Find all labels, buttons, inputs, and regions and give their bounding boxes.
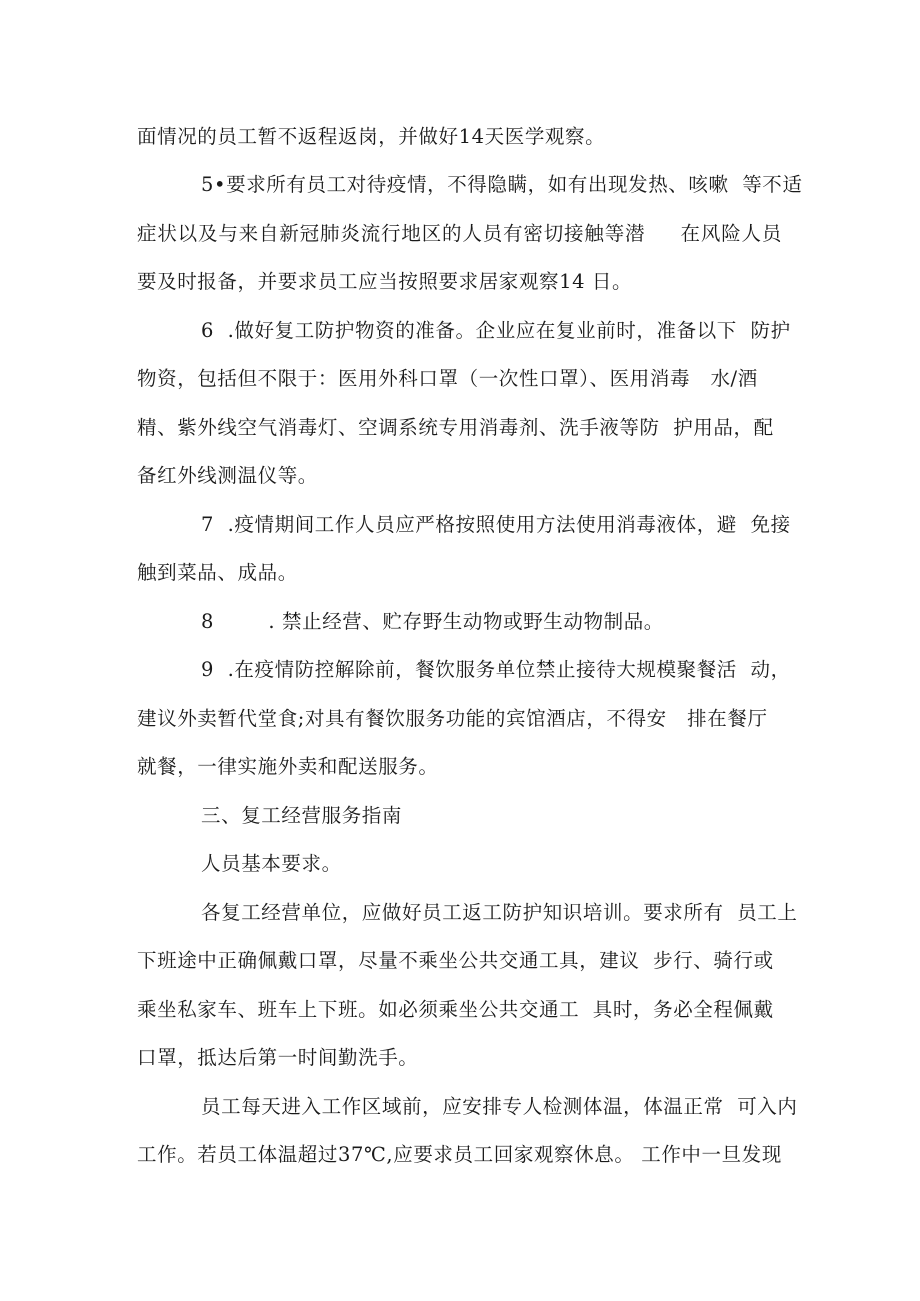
text-line: 建议外卖暂代堂食;对具有餐饮服务功能的宾馆酒店，不得安 排在餐厅 xyxy=(137,707,768,730)
text-line: 症状以及与来自新冠肺炎流行地区的人员有密切接触等潜 在风险人员 xyxy=(137,222,782,245)
text-line: 要及时报备，并要求员工应当按照要求居家观察14 日。 xyxy=(137,270,633,293)
text-line: 面情况的员工暂不返程返岗，并做好14天医学观察。 xyxy=(137,125,606,148)
text-line: 口罩，抵达后第一时间勤洗手。 xyxy=(137,1046,419,1069)
text-line: 触到菜品、成品。 xyxy=(137,561,298,584)
text-line: 下班途中正确佩戴口罩，尽量不乘坐公共交通工具，建议 步行、骑行或 xyxy=(137,949,774,972)
text-line: 人员基本要求。 xyxy=(201,852,342,875)
text-line: 备红外线测温仪等。 xyxy=(137,464,318,487)
text-line: 5•要求所有员工对待疫情，不得隐瞒，如有出现发热、咳嗽 等不适 xyxy=(201,173,803,196)
text-line: 各复工经营单位，应做好员工返工防护知识培训。要求所有 员工上 xyxy=(201,901,798,924)
text-line: 9 .在疫情防控解除前，餐饮服务单位禁止接待大规模聚餐活 动， xyxy=(201,658,791,681)
text-line: 7 .疫情期间工作人员应严格按照使用方法使用消毒液体，避 免接 xyxy=(201,513,791,536)
text-line: 精、紫外线空气消毒灯、空调系统专用消毒剂、洗手液等防 护用品，配 xyxy=(137,416,774,439)
text-line: 乘坐私家车、班车上下班。如必须乘坐公共交通工 具时，务必全程佩戴 xyxy=(137,998,774,1021)
section-heading: 三、复工经营服务指南 xyxy=(201,804,403,827)
text-line: 就餐，一律实施外卖和配送服务。 xyxy=(137,755,439,778)
text-line: 员工每天进入工作区域前，应安排专人检测体温，体温正常 可入内 xyxy=(201,1095,798,1118)
text-line: 工作。若员工体温超过37℃,应要求员工回家观察休息。 工作中一旦发现 xyxy=(137,1143,782,1166)
text-line: 物资，包括但不限于：医用外科口罩（一次性口罩）、医用消毒 水/酒 xyxy=(137,367,758,390)
text-line: 6 .做好复工防护物资的准备。企业应在复业前时，准备以下 防护 xyxy=(201,319,791,342)
text-line: 8 . 禁止经营、贮存野生动物或野生动物制品。 xyxy=(201,610,664,633)
